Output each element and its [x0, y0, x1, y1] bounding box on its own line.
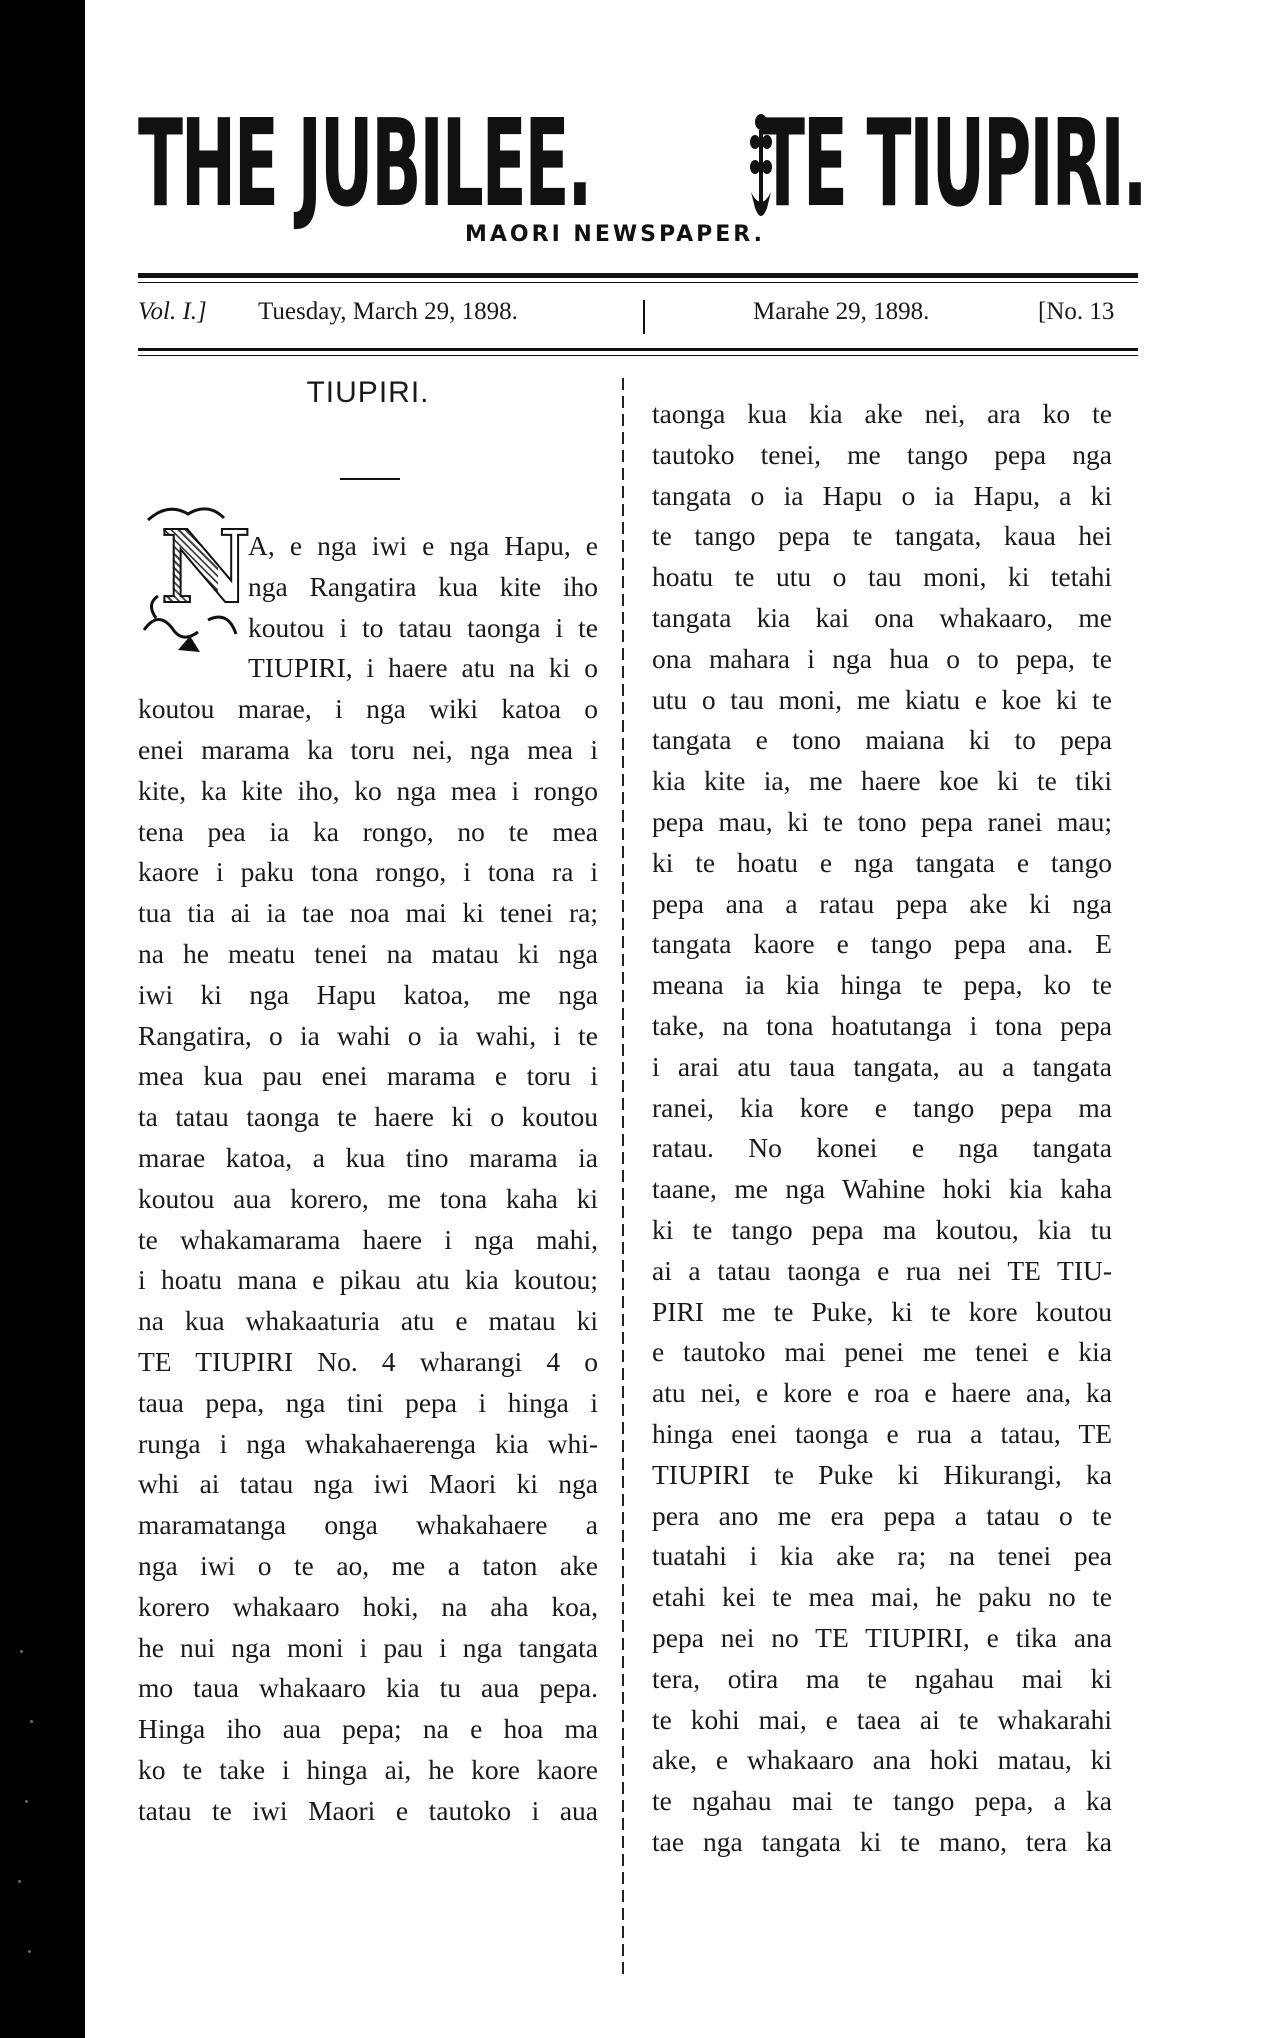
- text-line: ta tatau taonga te haere ki o koutou: [138, 1101, 598, 1133]
- dateline-separator: [643, 300, 645, 334]
- text-line: take, na tona hoatutanga i tona pepa: [652, 1009, 1112, 1041]
- text-line: TE TIUPIRI No. 4 wharangi 4 o: [138, 1345, 598, 1377]
- newspaper-page: [110, 0, 1150, 2038]
- text-line: taane, me nga Wahine hoki kia kaha: [652, 1173, 1112, 1205]
- text-line: pera ano me era pepa a tatau o te: [652, 1499, 1112, 1531]
- text-line: he nui nga moni i pau i nga tangata: [138, 1631, 598, 1663]
- text-line: tautoko tenei, me tango pepa nga: [652, 438, 1112, 470]
- text-line: te whakamarama haere i nga mahi,: [138, 1223, 598, 1255]
- scan-speck: [25, 1800, 28, 1803]
- text-line: taonga kua kia ake nei, ara ko te: [652, 398, 1112, 429]
- masthead-title-mi-text: TE TIUPIRI.: [760, 95, 1146, 234]
- text-line: Rangatira, o ia wahi o ia wahi, i te: [138, 1019, 598, 1051]
- text-line: ratau. No konei e nga tangata: [652, 1132, 1112, 1164]
- text-line: ki te tango pepa ma koutou, kia tu: [652, 1213, 1112, 1245]
- issue-number: [No. 13: [1038, 298, 1115, 325]
- text-line: Hinga iho aua pepa; na e hoa ma: [138, 1713, 598, 1745]
- text-line: taua pepa, nga tini pepa i hinga i: [138, 1386, 598, 1418]
- text-line: na kua whakaaturia atu e matau ki: [138, 1305, 598, 1337]
- dateline: [138, 298, 1138, 338]
- scan-speck: [20, 1650, 23, 1653]
- text-line: koutou aua korero, me tona kaha ki: [138, 1182, 598, 1214]
- article-heading: TIUPIRI.: [306, 376, 430, 409]
- text-line: tae nga tangata ki te mano, tera ka: [652, 1825, 1112, 1857]
- text-line: kia kite ia, me haere koe ki te tiki: [652, 765, 1112, 797]
- text-line: maramatanga onga whakahaere a: [138, 1509, 598, 1541]
- text-line: etahi kei te mea mai, he paku no te: [652, 1581, 1112, 1613]
- text-line: te tango pepa te tangata, kaua hei: [652, 520, 1112, 552]
- text-line: TIUPIRI, i haere atu na ki o: [248, 652, 598, 684]
- scan-border: [0, 0, 85, 2038]
- text-line: ona mahara i nga hua o to pepa, te: [652, 642, 1112, 674]
- text-line: tangata kia kai ona whakaaro, me: [652, 601, 1112, 633]
- scan-speck: [30, 1720, 33, 1723]
- text-line: TIUPIRI te Puke ki Hikurangi, ka: [652, 1458, 1112, 1490]
- text-line: whi ai tatau nga iwi Maori ki nga: [138, 1468, 598, 1500]
- text-line: i hoatu mana e pikau atu kia koutou;: [138, 1264, 598, 1296]
- text-line: ai a tatau taonga e rua nei TE TIU-: [652, 1254, 1112, 1286]
- text-line: tangata kaore e tango pepa ana. E: [652, 928, 1112, 960]
- text-line: pepa mau, ki te tono pepa ranei mau;: [652, 805, 1112, 837]
- text-line: pepa nei no TE TIUPIRI, e tika ana: [652, 1621, 1112, 1653]
- column-divider: [622, 378, 624, 1978]
- text-line: mo taua whakaaro kia tu aua pepa.: [138, 1672, 598, 1704]
- article-column-right: [652, 394, 1112, 1863]
- text-line: ko te take i hinga ai, he kore kaore: [138, 1753, 598, 1785]
- text-line: ranei, kia kore e tango pepa ma: [652, 1091, 1112, 1123]
- text-line: e tautoko mai penei me tenei e kia: [652, 1336, 1112, 1368]
- text-line: ake, e whakaaro ana hoki matau, ki: [652, 1744, 1112, 1776]
- masthead-subtitle: MAORI NEWSPAPER.: [465, 222, 765, 247]
- text-line: marae katoa, a kua tino marama ia: [138, 1141, 598, 1173]
- text-line: hoatu te utu o tau moni, ki tetahi: [652, 561, 1112, 593]
- text-line: tera, otira ma te ngahau mai ki: [652, 1662, 1112, 1694]
- text-line: tuatahi i kia ake ra; na tenei pea: [652, 1540, 1112, 1572]
- masthead-title-mi: [760, 95, 1280, 234]
- text-line: kite, ka kite iho, ko nga mea i rongo: [138, 774, 598, 806]
- text-line: iwi ki nga Hapu katoa, me nga: [138, 978, 598, 1010]
- scan-speck: [18, 1880, 21, 1883]
- text-line: runga i nga whakahaerenga kia whi-: [138, 1427, 598, 1459]
- volume-label: Vol. I.]: [138, 298, 207, 325]
- text-line: na he meatu tenei na matau ki nga: [138, 937, 598, 969]
- text-line: enei marama ka toru nei, nga mea i: [138, 733, 598, 765]
- text-line: hinga enei taonga e rua a tatau, TE: [652, 1417, 1112, 1449]
- article-column-left: [138, 526, 598, 1832]
- text-line: korero whakaaro hoki, na aha koa,: [138, 1590, 598, 1622]
- text-line: i arai atu taua tangata, au a tangata: [652, 1050, 1112, 1082]
- dropcap-letter: N: [160, 508, 252, 626]
- masthead-title-en-text: THE JUBILEE.: [138, 95, 591, 234]
- dateline-rule: [138, 348, 1138, 351]
- scan-speck: [28, 1950, 31, 1953]
- text-line: PIRI me te Puke, ki te kore koutou: [652, 1295, 1112, 1327]
- text-line: pepa ana a ratau pepa ake ki nga: [652, 887, 1112, 919]
- date-maori: Marahe 29, 1898.: [753, 298, 930, 325]
- text-line: tangata o ia Hapu o ia Hapu, a ki: [652, 479, 1112, 511]
- text-line: ki te hoatu e nga tangata e tango: [652, 846, 1112, 878]
- dateline-rule-thin: [138, 355, 1138, 356]
- text-line: utu o tau moni, me kiatu e koe ki te: [652, 683, 1112, 715]
- masthead-rule-top: [138, 273, 1138, 278]
- text-line: A, e nga iwi e nga Hapu, e: [248, 530, 598, 561]
- text-line: tua tia ai ia tae noa mai ki tenei ra;: [138, 897, 598, 929]
- text-line: meana ia kia hinga te pepa, ko te: [652, 969, 1112, 1001]
- text-line: mea kua pau enei marama e toru i: [138, 1060, 598, 1092]
- heading-rule: [340, 478, 400, 480]
- text-line: koutou marae, i nga wiki katoa o: [138, 693, 598, 725]
- text-line: tena pea ia ka rongo, no te mea: [138, 815, 598, 847]
- text-line: atu nei, e kore e roa e haere ana, ka: [652, 1377, 1112, 1409]
- text-line: nga iwi o te ao, me a taton ake: [138, 1549, 598, 1581]
- text-line: koutou i to tatau taonga i te: [248, 611, 598, 643]
- text-line: te kohi mai, e taea ai te whakarahi: [652, 1703, 1112, 1735]
- text-line: tatau te iwi Maori e tautoko i aua: [138, 1794, 598, 1826]
- text-line: nga Rangatira kua kite iho: [248, 570, 598, 602]
- text-line: kaore i paku tona rongo, i tona ra i: [138, 856, 598, 888]
- date-english: Tuesday, March 29, 1898.: [258, 298, 518, 325]
- text-line: tangata e tono maiana ki to pepa: [652, 724, 1112, 756]
- text-line: te ngahau mai te tango pepa, a ka: [652, 1785, 1112, 1817]
- masthead-rule-top-thin: [138, 282, 1138, 283]
